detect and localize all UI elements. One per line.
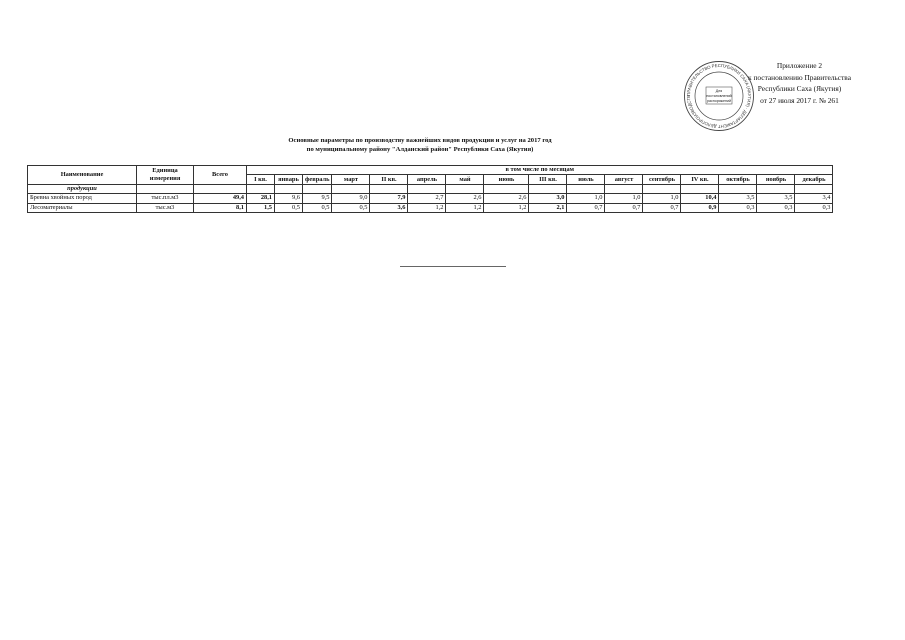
production-table — [27, 165, 833, 213]
row-value: 0,5 — [275, 203, 303, 212]
row-value: 9,5 — [303, 194, 332, 203]
document-title-line-2: по муниципальному району "Алданский район" Республики Саха (Якутия) — [306, 146, 534, 153]
row-total: 49,4 — [194, 194, 247, 203]
section-row — [28, 184, 833, 193]
row-name: Лесоматериалы — [28, 203, 137, 212]
row-value: 3,5 — [757, 194, 795, 203]
header-period: сентябрь — [643, 175, 681, 184]
row-value: 3,4 — [795, 194, 833, 203]
row-value: 3,6 — [370, 203, 408, 212]
seal-inner-3: распоряжений — [706, 99, 732, 103]
header-months-group: в том числе по месяцам — [247, 166, 833, 175]
header-total: Всего — [194, 166, 247, 185]
section-label: продукции — [28, 184, 137, 193]
seal-ring-text: ПРАВИТЕЛЬСТВО РЕСПУБЛИКИ САХА (ЯКУТИЯ) · ДЕПАРТАМЕНТ ДЕЛОПРОИЗВОДСТВ — [685, 62, 753, 130]
header-period: III кв. — [529, 175, 567, 184]
row-value: 2,6 — [484, 194, 529, 203]
row-value: 0,9 — [681, 203, 719, 212]
row-value: 1,2 — [484, 203, 529, 212]
header-period: июнь — [484, 175, 529, 184]
header-period: январь — [275, 175, 303, 184]
row-value: 1,2 — [446, 203, 484, 212]
row-value: 10,4 — [681, 194, 719, 203]
header-period: июль — [567, 175, 605, 184]
header-period: май — [446, 175, 484, 184]
row-value: 1,2 — [408, 203, 446, 212]
header-period: апрель — [408, 175, 446, 184]
row-value: 7,9 — [370, 194, 408, 203]
row-value: 0,3 — [795, 203, 833, 212]
seal-inner-2: постановлений — [706, 94, 732, 98]
header-period: август — [605, 175, 643, 184]
header-period: февраль — [303, 175, 332, 184]
row-value: 0,5 — [303, 203, 332, 212]
row-value: 0,7 — [643, 203, 681, 212]
row-value: 1,0 — [567, 194, 605, 203]
row-value: 0,7 — [567, 203, 605, 212]
row-value: 1,5 — [247, 203, 275, 212]
annex-block — [742, 60, 857, 106]
row-value: 28,1 — [247, 194, 275, 203]
annex-line-1: Приложение 2 — [776, 61, 823, 70]
annex-line-4: от 27 июля 2017 г. № 261 — [760, 95, 839, 105]
row-total: 8,1 — [194, 203, 247, 212]
header-period: декабрь — [795, 175, 833, 184]
header-period: I кв. — [247, 175, 275, 184]
row-value: 9,0 — [332, 194, 370, 203]
header-name: Наименование — [28, 166, 137, 185]
row-value: 0,3 — [757, 203, 795, 212]
row-value: 1,0 — [643, 194, 681, 203]
row-value: 0,7 — [605, 203, 643, 212]
table-row — [28, 203, 833, 212]
header-period: март — [332, 175, 370, 184]
row-value: 0,5 — [332, 203, 370, 212]
row-value: 2,7 — [408, 194, 446, 203]
row-value: 1,0 — [605, 194, 643, 203]
row-unit: тыс.м3 — [137, 203, 194, 212]
row-name: Бревна хвойных пород — [28, 194, 137, 203]
header-period: октябрь — [719, 175, 757, 184]
document-title-line-1: Основные параметры по производству важнейших видов продукции и услуг на 2017 год — [288, 137, 552, 144]
annex-line-3: Республики Саха (Якутия) — [757, 84, 842, 94]
annex-line-2: к постановлению Правительства — [748, 72, 851, 82]
header-unit: Единица измерения — [137, 166, 194, 185]
row-value: 0,3 — [719, 203, 757, 212]
header-period: IV кв. — [681, 175, 719, 184]
row-unit: тыс.пл.м3 — [137, 194, 194, 203]
table-row — [28, 194, 833, 203]
row-value: 3,5 — [719, 194, 757, 203]
row-value: 3,0 — [529, 194, 567, 203]
seal-inner-1: Для — [715, 89, 723, 93]
row-value: 2,6 — [446, 194, 484, 203]
row-value: 2,1 — [529, 203, 567, 212]
header-period: II кв. — [370, 175, 408, 184]
header-period: ноябрь — [757, 175, 795, 184]
row-value: 9,6 — [275, 194, 303, 203]
official-seal — [683, 60, 755, 132]
footer-rule — [400, 266, 506, 267]
